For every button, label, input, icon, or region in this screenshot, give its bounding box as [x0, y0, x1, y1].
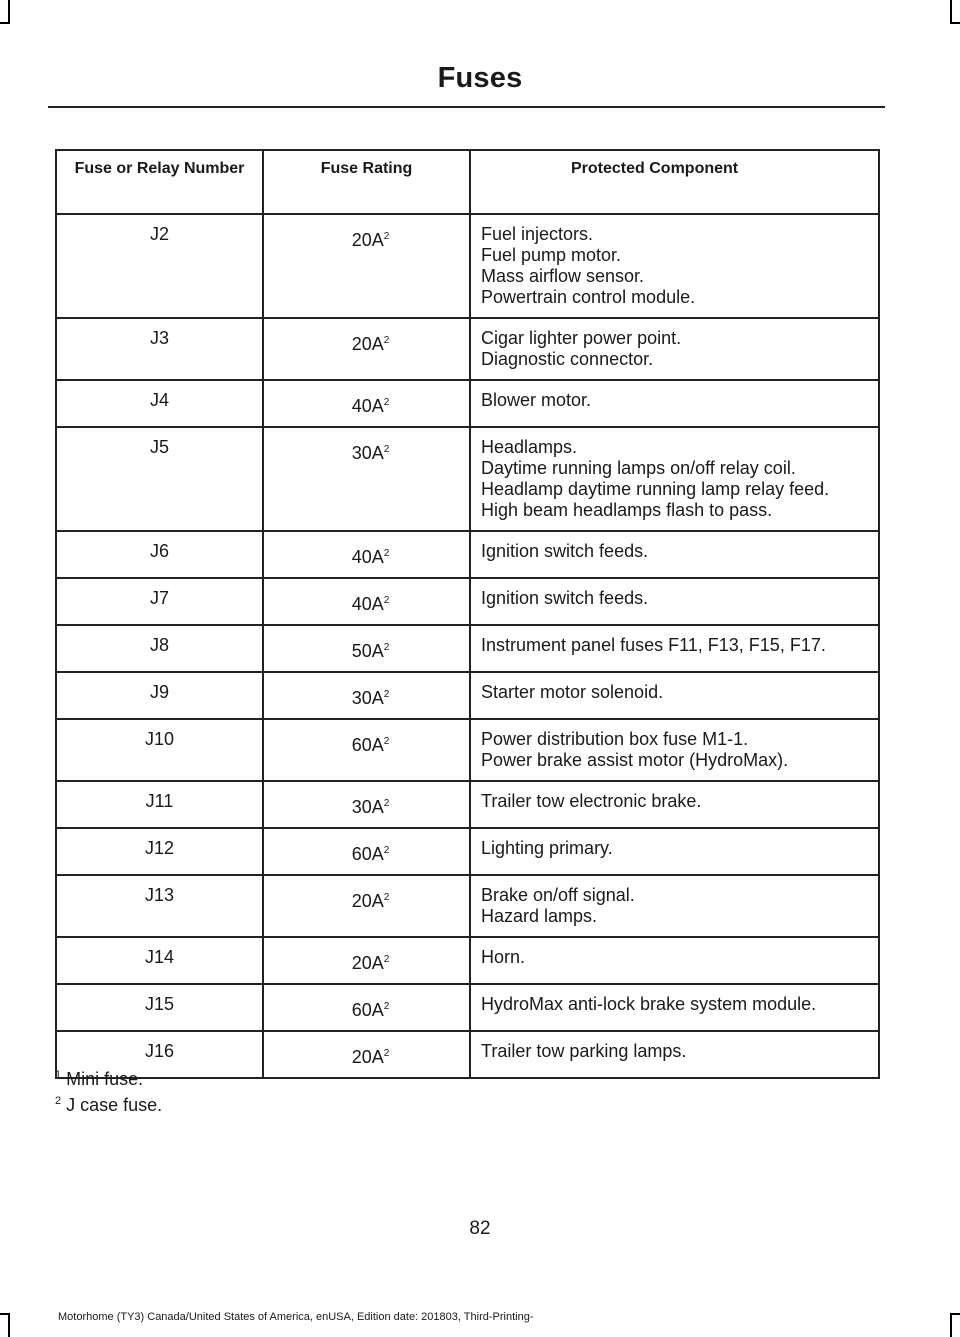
- table-row: [56, 781, 879, 828]
- protected-component-line: Fuel injectors.: [481, 224, 594, 244]
- footnote-mark: 1: [55, 1069, 62, 1081]
- crop-mark: [950, 22, 960, 24]
- footnote-reference: 2: [383, 954, 390, 965]
- crop-mark: [0, 22, 10, 24]
- table-row: [56, 672, 879, 719]
- fuse-rating-cell: [263, 828, 470, 875]
- protected-component-line: Horn.: [481, 947, 526, 967]
- fuse-rating-value: 40A: [351, 594, 384, 614]
- fuse-rating-value: 20A: [351, 891, 384, 911]
- protected-component-line: Cigar lighter power point.: [481, 328, 682, 348]
- protected-component-cell: [470, 781, 879, 828]
- protected-component-line: Ignition switch feeds.: [481, 588, 649, 608]
- protected-component-line: Headlamps.: [481, 437, 578, 457]
- fuse-rating-value: 50A: [351, 641, 384, 661]
- title-divider: [48, 106, 885, 108]
- protected-component-line: Hazard lamps.: [481, 906, 598, 926]
- table-header-row: [56, 150, 879, 214]
- footnote-reference: 2: [383, 892, 390, 903]
- fuse-rating-cell: [263, 427, 470, 531]
- column-header-component: Protected Component: [470, 150, 879, 214]
- protected-component-line: Brake on/off signal.: [481, 885, 635, 905]
- fuse-rating-value: 40A: [351, 396, 384, 416]
- fuse-rating-cell: [263, 1031, 470, 1078]
- footnote-reference: 2: [383, 1001, 390, 1012]
- protected-component-cell: [470, 875, 879, 937]
- footnote-reference: 2: [383, 1048, 390, 1059]
- fuse-rating-cell: [263, 875, 470, 937]
- table-row: [56, 625, 879, 672]
- footnote-mark: 2: [55, 1095, 62, 1107]
- protected-component-line: Instrument panel fuses F11, F13, F15, F17.: [481, 635, 826, 655]
- fuse-rating-cell: [263, 937, 470, 984]
- fuse-rating-cell: [263, 214, 470, 318]
- fuse-rating-cell: [263, 672, 470, 719]
- footnote-reference: 2: [383, 642, 390, 653]
- crop-mark: [0, 1313, 10, 1315]
- protected-component-line: Daytime running lamps on/off relay coil.: [481, 458, 796, 478]
- fuse-table-body: [56, 214, 879, 1078]
- footnote-reference: 2: [383, 845, 390, 856]
- crop-mark: [950, 1315, 952, 1337]
- protected-component-line: Headlamp daytime running lamp relay feed.: [481, 479, 830, 499]
- footnote-reference: 2: [383, 335, 390, 346]
- protected-component-cell: [470, 719, 879, 781]
- protected-component-cell: [470, 380, 879, 427]
- footnote-reference: 2: [383, 595, 390, 606]
- page-title: Fuses: [437, 62, 523, 94]
- table-row: [56, 719, 879, 781]
- protected-component-line: Power brake assist motor (HydroMax).: [481, 750, 789, 770]
- protected-component-line: HydroMax anti-lock brake system module.: [481, 994, 817, 1014]
- fuse-number-cell: J8: [56, 625, 263, 672]
- footnote-j-case-fuse: [55, 1094, 162, 1116]
- fuse-number-cell: J15: [56, 984, 263, 1031]
- protected-component-line: Powertrain control module.: [481, 287, 696, 307]
- fuse-rating-cell: [263, 719, 470, 781]
- table-row: [56, 214, 879, 318]
- protected-component-cell: [470, 625, 879, 672]
- footnote-text: J case fuse.: [61, 1095, 163, 1115]
- footnote-mini-fuse: [55, 1068, 143, 1090]
- protected-component-cell: [470, 1031, 879, 1078]
- protected-component-line: Ignition switch feeds.: [481, 541, 649, 561]
- column-header-number: Fuse or Relay Number: [56, 150, 263, 214]
- fuse-number-cell: J14: [56, 937, 263, 984]
- fuse-rating-cell: [263, 984, 470, 1031]
- protected-component-cell: [470, 672, 879, 719]
- table-row: [56, 875, 879, 937]
- protected-component-cell: [470, 828, 879, 875]
- protected-component-cell: [470, 318, 879, 380]
- fuse-rating-value: 20A: [351, 953, 384, 973]
- fuse-rating-value: 20A: [351, 230, 384, 250]
- table-row: [56, 318, 879, 380]
- table-row: [56, 427, 879, 531]
- protected-component-line: High beam headlamps flash to pass.: [481, 500, 773, 520]
- crop-mark: [8, 1315, 10, 1337]
- footnote-reference: 2: [383, 798, 390, 809]
- fuse-rating-value: 40A: [351, 547, 384, 567]
- fuse-number-cell: J7: [56, 578, 263, 625]
- crop-mark: [8, 0, 10, 22]
- fuse-rating-cell: [263, 781, 470, 828]
- fuse-rating-cell: [263, 531, 470, 578]
- fuse-number-cell: J9: [56, 672, 263, 719]
- footnote-reference: 2: [383, 397, 390, 408]
- protected-component-line: Trailer tow electronic brake.: [481, 791, 702, 811]
- fuse-number-cell: J5: [56, 427, 263, 531]
- protected-component-line: Starter motor solenoid.: [481, 682, 664, 702]
- protected-component-line: Power distribution box fuse M1-1.: [481, 729, 749, 749]
- table-row: [56, 1031, 879, 1078]
- protected-component-cell: [470, 427, 879, 531]
- protected-component-cell: [470, 984, 879, 1031]
- protected-component-line: Blower motor.: [481, 390, 592, 410]
- fuse-number-cell: J11: [56, 781, 263, 828]
- table-row: [56, 531, 879, 578]
- table-row: [56, 380, 879, 427]
- page-number: 82: [469, 1218, 491, 1239]
- fuse-rating-value: 30A: [351, 688, 384, 708]
- fuse-rating-value: 60A: [351, 844, 384, 864]
- footnote-reference: 2: [383, 548, 390, 559]
- fuse-number-cell: J13: [56, 875, 263, 937]
- fuse-number-cell: J10: [56, 719, 263, 781]
- crop-mark: [950, 1313, 960, 1315]
- fuse-rating-cell: [263, 578, 470, 625]
- fuse-rating-value: 20A: [351, 334, 384, 354]
- fuse-number-cell: J6: [56, 531, 263, 578]
- footnote-reference: 2: [383, 689, 390, 700]
- table-row: [56, 578, 879, 625]
- protected-component-line: Fuel pump motor.: [481, 245, 622, 265]
- protected-component-cell: [470, 531, 879, 578]
- fuse-rating-value: 60A: [351, 1000, 384, 1020]
- footnote-text: Mini fuse.: [61, 1069, 144, 1089]
- fuse-rating-cell: [263, 318, 470, 380]
- crop-mark: [950, 0, 952, 22]
- footnote-reference: 2: [383, 231, 390, 242]
- protected-component-line: Trailer tow parking lamps.: [481, 1041, 687, 1061]
- fuse-rating-cell: [263, 380, 470, 427]
- footnote-reference: 2: [383, 444, 390, 455]
- fuse-number-cell: J12: [56, 828, 263, 875]
- column-header-rating: Fuse Rating: [263, 150, 470, 214]
- table-row: [56, 828, 879, 875]
- fuse-rating-cell: [263, 625, 470, 672]
- table-row: [56, 984, 879, 1031]
- fuse-number-cell: J2: [56, 214, 263, 318]
- protected-component-cell: [470, 214, 879, 318]
- edition-footer: Motorhome (TY3) Canada/United States of America, enUSA, Edition date: 201803, Third-Printing-: [58, 1311, 534, 1323]
- fuse-number-cell: J16: [56, 1031, 263, 1078]
- protected-component-line: Lighting primary.: [481, 838, 613, 858]
- footnote-reference: 2: [383, 736, 390, 747]
- table-row: [56, 937, 879, 984]
- protected-component-cell: [470, 937, 879, 984]
- fuse-rating-value: 30A: [351, 443, 384, 463]
- fuse-rating-value: 30A: [351, 797, 384, 817]
- fuse-number-cell: J3: [56, 318, 263, 380]
- fuse-number-cell: J4: [56, 380, 263, 427]
- protected-component-cell: [470, 578, 879, 625]
- protected-component-line: Mass airflow sensor.: [481, 266, 645, 286]
- fuse-rating-value: 60A: [351, 735, 384, 755]
- fuse-rating-value: 20A: [351, 1047, 384, 1067]
- fuse-table: [55, 149, 880, 1079]
- protected-component-line: Diagnostic connector.: [481, 349, 654, 369]
